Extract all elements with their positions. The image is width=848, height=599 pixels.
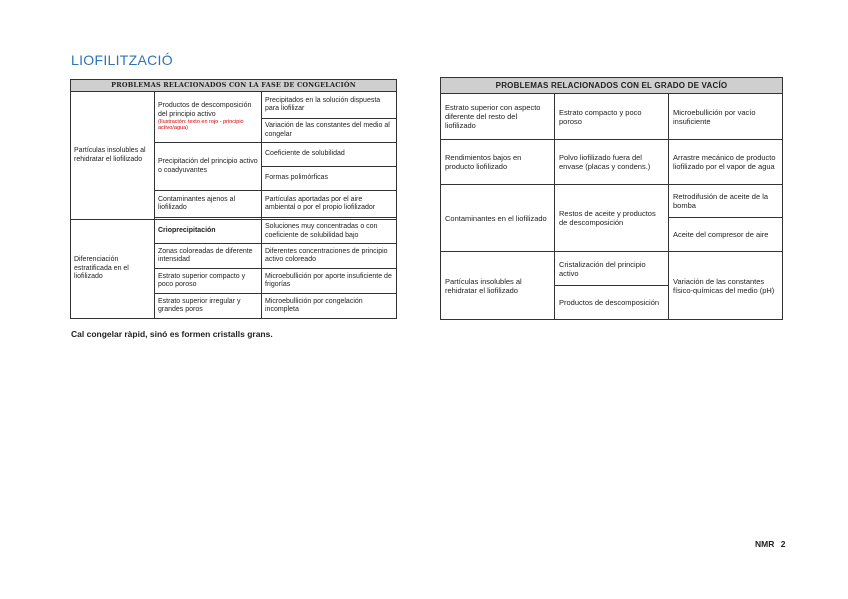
page-title: LIOFILITZACIÓ <box>71 52 173 68</box>
problem-cell: Rendimientos bajos en producto liofilizado <box>441 140 555 185</box>
origin-cell: Retrodifusión de aceite de la bomba <box>669 185 783 218</box>
subgroup-label: Estrato superior irregular y grandes poros <box>155 294 262 319</box>
table-cell: Microebullición por aporte insuficiente de frigorías <box>262 269 397 294</box>
origin-cell: Arrastre mecánico de producto liofilizado por el vapor de agua <box>669 140 783 185</box>
table-cell: Soluciones muy concentradas o con coeficiente de solubilidad bajo <box>262 220 397 244</box>
page-footer <box>755 539 785 549</box>
author-initials: NMR <box>755 539 775 549</box>
table-cell: Coeficiente de solubilidad <box>262 143 397 167</box>
origin-cell: Microebullición por vacío insuficiente <box>669 94 783 140</box>
table-cell: Partículas aportadas por el aire ambiental o por el propio liofilizador <box>262 191 397 218</box>
red-note: (Ilustración: texto en rojo - principio activo/agua) <box>158 119 244 132</box>
table-cell: Precipitados en la solución dispuesta para liofilizar <box>262 92 397 119</box>
subgroup-label: Contaminantes ajenos al liofilizado <box>155 191 262 218</box>
cause-cell: Cristalización del principio activo <box>555 252 669 286</box>
origin-cell: Aceite del compresor de aire <box>669 218 783 252</box>
subgroup-label: Crioprecipitación <box>155 220 262 244</box>
problem-cell: Estrato superior con aspecto diferente del resto del liofilizado <box>441 94 555 140</box>
group-label: Diferenciación estratificada en el liofilizado <box>71 220 155 319</box>
cause-cell: Estrato compacto y poco poroso <box>555 94 669 140</box>
freezing-problems-table <box>70 79 397 319</box>
freezing-note: Cal congelar ràpid, sinó es formen cristalls grans. <box>71 329 273 339</box>
subgroup-label: Precipitación del principio activo o coadyuvantes <box>155 143 262 191</box>
page-number: 2 <box>780 539 786 549</box>
table-cell: Diferentes concentraciones de principio activo coloreado <box>262 244 397 269</box>
cause-cell: Restos de aceite y productos de descomposición <box>555 185 669 252</box>
table-cell: Variación de las constantes del medio al congelar <box>262 119 397 143</box>
vacuum-problems-table <box>440 77 783 320</box>
cause-cell: Polvo liofilizado fuera del envase (placas y condens.) <box>555 140 669 185</box>
group-label: Partículas insolubles al rehidratar el liofilizado <box>71 92 155 220</box>
table-header: PROBLEMAS RELACIONADOS CON LA FASE DE CONGELACIÓN <box>71 80 397 92</box>
cause-cell: Productos de descomposición <box>555 286 669 320</box>
origin-cell: Variación de las constantes físico-químicas del medio (pH) <box>669 252 783 320</box>
table-cell: Formas polimórficas <box>262 167 397 191</box>
table-cell: Microebullición por congelación incompleta <box>262 294 397 319</box>
subgroup-label: Estrato superior compacto y poco poroso <box>155 269 262 294</box>
problem-cell: Partículas insolubles al rehidratar el liofilizado <box>441 252 555 320</box>
table-header: PROBLEMAS RELACIONADOS CON EL GRADO DE VACÍO <box>441 78 783 94</box>
problem-cell: Contaminantes en el liofilizado <box>441 185 555 252</box>
subgroup-label: Productos de descomposición del principio activo (Ilustración: texto en rojo - principio activo/agua) <box>155 92 262 143</box>
subgroup-label: Zonas coloreadas de diferente intensidad <box>155 244 262 269</box>
